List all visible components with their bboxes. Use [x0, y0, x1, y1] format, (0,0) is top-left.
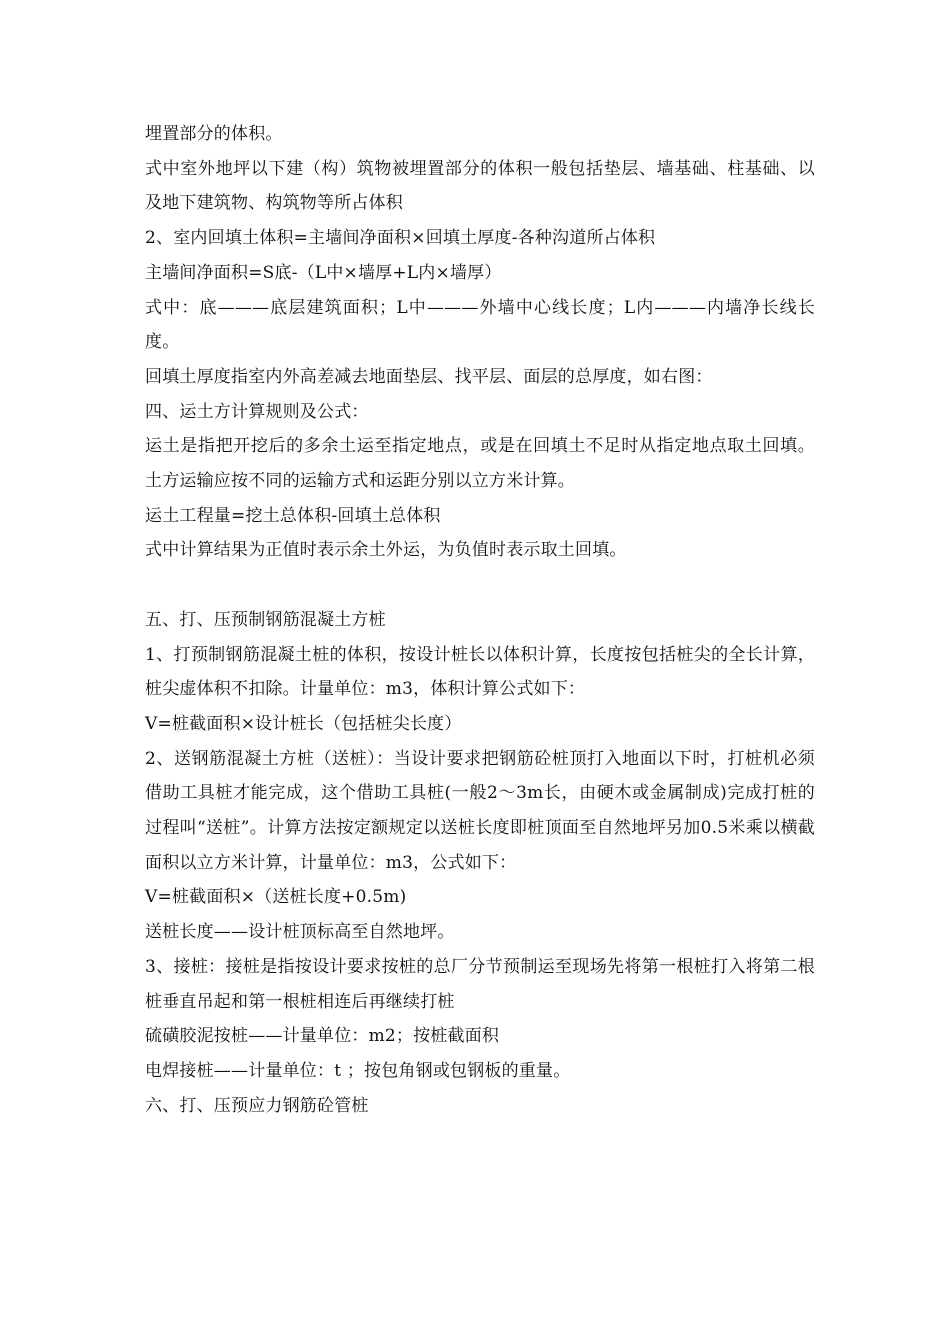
- paragraph-formula-legend: 式中：底———底层建筑面积；L中———外墙中心线长度；L内———内墙净长线长度。: [145, 297, 815, 353]
- paragraph-transport-definition: 运土是指把开挖后的多余土运至指定地点，或是在回填土不足时从指定地点取土回填。土方运输应按不同的运输方式和运距分别以立方米计算。: [145, 436, 815, 492]
- blank-line: [145, 568, 815, 603]
- paragraph-pile-joining: 3、接桩：接桩是指按设计要求按桩的总厂分节预制运至现场先将第一根桩打入将第二根桩垂直吊起和第一根桩相连后再继续打桩: [145, 956, 815, 1012]
- paragraph-net-area-formula: 主墙间净面积=S底-（L中×墙厚+L内×墙厚）: [145, 262, 502, 283]
- paragraph-pile-volume: 1、打预制钢筋混凝土桩的体积，按设计桩长以体积计算，长度按包括桩尖的全长计算，桩尖虚体积不扣除。计量单位：m3，体积计算公式如下：: [145, 644, 815, 700]
- paragraph-transport-result: 式中计算结果为正值时表示余土外运，为负值时表示取土回填。: [145, 540, 627, 561]
- document-body: [145, 117, 815, 1123]
- paragraph-pile-volume-formula: V=桩截面积×设计桩长（包括桩尖长度）: [145, 713, 462, 734]
- section-heading-transport: 四、运土方计算规则及公式：: [145, 401, 369, 422]
- paragraph-pile-sending-length: 送桩长度——设计桩顶标高至自然地坪。: [145, 922, 455, 943]
- paragraph-welded-joint: 电焊接桩——计量单位：t ；按包角钢或包钢板的重量。: [145, 1060, 571, 1081]
- paragraph-transport-formula: 运土工程量=挖土总体积-回填土总体积: [145, 505, 441, 526]
- paragraph-buried-volume-note: 式中室外地坪以下建（构）筑物被埋置部分的体积一般包括垫层、墙基础、柱基础、以及地下建筑物、构筑物等所占体积: [145, 158, 815, 214]
- paragraph-pile-sending: 2、送钢筋混凝土方桩（送桩）：当设计要求把钢筋砼桩顶打入地面以下时，打桩机必须借助工具桩才能完成，这个借助工具桩(一般2～3m长，由硬木或金属制成)完成打桩的过程叫“送桩”。计算方法按定额规定以送桩长度即桩顶面至自然地坪另加0.5米乘以横截面积以立方米计算，计量单位：m3，公式如下：: [145, 748, 815, 873]
- paragraph-backfill-thickness: 回填土厚度指室内外高差减去地面垫层、找平层、面层的总厚度，如右图：: [145, 366, 713, 387]
- paragraph-pile-sending-formula: V=桩截面积×（送桩长度+0.5m): [145, 887, 407, 908]
- section-heading-square-pile: 五、打、压预制钢筋混凝土方桩: [145, 609, 386, 630]
- paragraph-sulfur-mortar-joint: 硫磺胶泥按桩——计量单位：m2；按桩截面积: [145, 1026, 500, 1047]
- paragraph-buried-volume: 埋置部分的体积。: [145, 124, 283, 144]
- paragraph-indoor-backfill: 2、室内回填土体积=主墙间净面积×回填土厚度-各种沟道所占体积: [145, 228, 656, 249]
- section-heading-prestressed-pile: 六、打、压预应力钢筋砼管桩: [145, 1095, 369, 1116]
